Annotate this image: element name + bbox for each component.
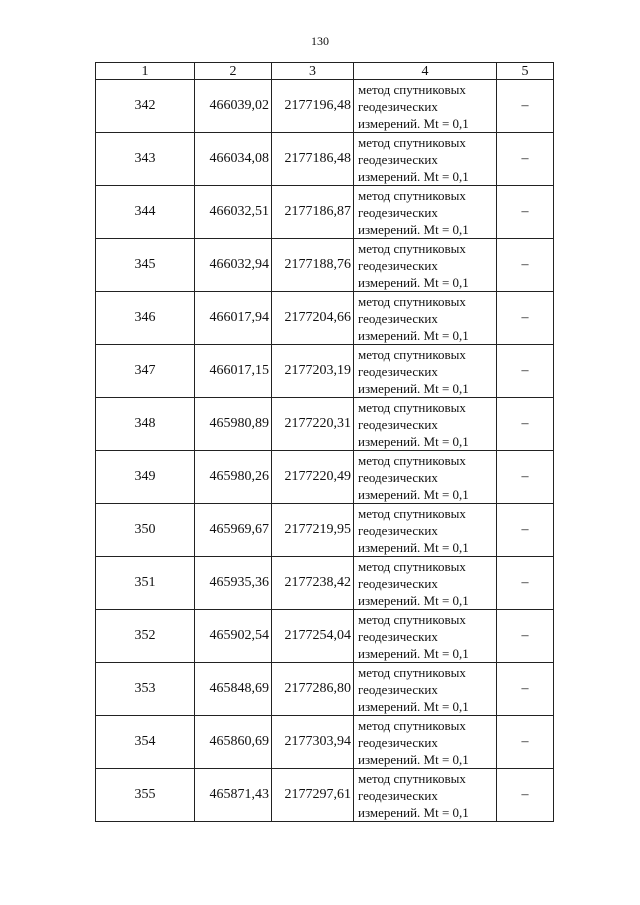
- point-number-cell: 349: [96, 451, 195, 504]
- x-coordinate-cell: 466039,02: [195, 80, 272, 133]
- y-coordinate-cell: 2177203,19: [272, 345, 354, 398]
- method-line: метод спутниковых: [358, 770, 466, 786]
- x-coordinate-cell: 466017,15: [195, 345, 272, 398]
- x-coordinate-cell: 465969,67: [195, 504, 272, 557]
- method-line: геодезических: [358, 575, 438, 591]
- y-coordinate-cell: 2177303,94: [272, 716, 354, 769]
- method-cell: [354, 451, 497, 504]
- method-line: метод спутниковых: [358, 717, 466, 733]
- y-coordinate-cell: 2177186,48: [272, 133, 354, 186]
- y-coordinate-cell: 2177297,61: [272, 769, 354, 822]
- point-number-cell: 348: [96, 398, 195, 451]
- method-line: метод спутниковых: [358, 399, 466, 415]
- y-coordinate-cell: 2177254,04: [272, 610, 354, 663]
- point-number-cell: 342: [96, 80, 195, 133]
- point-number-cell: 354: [96, 716, 195, 769]
- method-cell: [354, 398, 497, 451]
- note-cell: –: [497, 716, 554, 769]
- note-cell: –: [497, 610, 554, 663]
- method-cell: [354, 133, 497, 186]
- method-line: измерений. Mt = 0,1: [358, 645, 469, 661]
- note-cell: –: [497, 663, 554, 716]
- method-line: геодезических: [358, 734, 438, 750]
- method-line: измерений. Mt = 0,1: [358, 486, 469, 502]
- point-number-cell: 344: [96, 186, 195, 239]
- method-line: измерений. Mt = 0,1: [358, 539, 469, 555]
- x-coordinate-cell: 465980,89: [195, 398, 272, 451]
- method-line: геодезических: [358, 522, 438, 538]
- method-line: измерений. Mt = 0,1: [358, 804, 469, 820]
- y-coordinate-cell: 2177238,42: [272, 557, 354, 610]
- table-row: [96, 716, 554, 769]
- note-cell: –: [497, 398, 554, 451]
- table-row: [96, 557, 554, 610]
- y-coordinate-cell: 2177286,80: [272, 663, 354, 716]
- method-line: измерений. Mt = 0,1: [358, 221, 469, 237]
- point-number-cell: 347: [96, 345, 195, 398]
- table-row: [96, 504, 554, 557]
- x-coordinate-cell: 465871,43: [195, 769, 272, 822]
- note-cell: –: [497, 451, 554, 504]
- point-number-cell: 355: [96, 769, 195, 822]
- method-line: метод спутниковых: [358, 293, 466, 309]
- y-coordinate-cell: 2177196,48: [272, 80, 354, 133]
- x-coordinate-cell: 466034,08: [195, 133, 272, 186]
- method-line: метод спутниковых: [358, 240, 466, 256]
- column-header-x: 2: [195, 63, 272, 80]
- note-cell: –: [497, 769, 554, 822]
- method-line: измерений. Mt = 0,1: [358, 380, 469, 396]
- method-cell: [354, 663, 497, 716]
- point-number-cell: 346: [96, 292, 195, 345]
- method-line: геодезических: [358, 681, 438, 697]
- x-coordinate-cell: 466017,94: [195, 292, 272, 345]
- note-cell: –: [497, 186, 554, 239]
- method-line: геодезических: [358, 628, 438, 644]
- note-cell: –: [497, 292, 554, 345]
- method-line: метод спутниковых: [358, 664, 466, 680]
- method-line: измерений. Mt = 0,1: [358, 327, 469, 343]
- point-number-cell: 352: [96, 610, 195, 663]
- table-row: [96, 133, 554, 186]
- x-coordinate-cell: 465902,54: [195, 610, 272, 663]
- method-cell: [354, 769, 497, 822]
- table-row: [96, 610, 554, 663]
- method-line: измерений. Mt = 0,1: [358, 433, 469, 449]
- table-header-row: [96, 63, 554, 80]
- method-cell: [354, 80, 497, 133]
- y-coordinate-cell: 2177186,87: [272, 186, 354, 239]
- method-line: геодезических: [358, 257, 438, 273]
- method-cell: [354, 557, 497, 610]
- y-coordinate-cell: 2177220,31: [272, 398, 354, 451]
- point-number-cell: 343: [96, 133, 195, 186]
- note-cell: –: [497, 133, 554, 186]
- note-cell: –: [497, 504, 554, 557]
- x-coordinate-cell: 465848,69: [195, 663, 272, 716]
- method-cell: [354, 345, 497, 398]
- method-line: метод спутниковых: [358, 187, 466, 203]
- method-line: геодезических: [358, 151, 438, 167]
- method-cell: [354, 186, 497, 239]
- method-cell: [354, 610, 497, 663]
- method-line: геодезических: [358, 787, 438, 803]
- x-coordinate-cell: 465860,69: [195, 716, 272, 769]
- point-number-cell: 351: [96, 557, 195, 610]
- table-row: [96, 398, 554, 451]
- coordinates-table: [95, 62, 554, 822]
- method-line: геодезических: [358, 204, 438, 220]
- method-line: измерений. Mt = 0,1: [358, 115, 469, 131]
- table-row: [96, 80, 554, 133]
- method-cell: [354, 504, 497, 557]
- table-row: [96, 239, 554, 292]
- method-line: геодезических: [358, 416, 438, 432]
- method-line: измерений. Mt = 0,1: [358, 274, 469, 290]
- method-line: метод спутниковых: [358, 452, 466, 468]
- table-row: [96, 292, 554, 345]
- method-line: метод спутниковых: [358, 505, 466, 521]
- y-coordinate-cell: 2177220,49: [272, 451, 354, 504]
- method-line: геодезических: [358, 469, 438, 485]
- page-number: 130: [311, 34, 329, 48]
- column-header-method: 4: [354, 63, 497, 80]
- note-cell: –: [497, 239, 554, 292]
- point-number-cell: 345: [96, 239, 195, 292]
- method-line: измерений. Mt = 0,1: [358, 592, 469, 608]
- method-line: геодезических: [358, 310, 438, 326]
- x-coordinate-cell: 465935,36: [195, 557, 272, 610]
- x-coordinate-cell: 465980,26: [195, 451, 272, 504]
- method-line: метод спутниковых: [358, 346, 466, 362]
- method-cell: [354, 292, 497, 345]
- note-cell: –: [497, 345, 554, 398]
- note-cell: –: [497, 557, 554, 610]
- table-row: [96, 345, 554, 398]
- y-coordinate-cell: 2177204,66: [272, 292, 354, 345]
- column-header-note: 5: [497, 63, 554, 80]
- x-coordinate-cell: 466032,51: [195, 186, 272, 239]
- y-coordinate-cell: 2177188,76: [272, 239, 354, 292]
- column-header-number: 1: [96, 63, 195, 80]
- method-line: измерений. Mt = 0,1: [358, 168, 469, 184]
- y-coordinate-cell: 2177219,95: [272, 504, 354, 557]
- table-row: [96, 451, 554, 504]
- table-row: [96, 186, 554, 239]
- point-number-cell: 350: [96, 504, 195, 557]
- method-line: метод спутниковых: [358, 558, 466, 574]
- method-line: измерений. Mt = 0,1: [358, 698, 469, 714]
- table-row: [96, 663, 554, 716]
- method-cell: [354, 239, 497, 292]
- method-line: метод спутниковых: [358, 611, 466, 627]
- column-header-y: 3: [272, 63, 354, 80]
- table-row: [96, 769, 554, 822]
- method-cell: [354, 716, 497, 769]
- method-line: геодезических: [358, 363, 438, 379]
- method-line: метод спутниковых: [358, 134, 466, 150]
- x-coordinate-cell: 466032,94: [195, 239, 272, 292]
- note-cell: –: [497, 80, 554, 133]
- method-line: метод спутниковых: [358, 81, 466, 97]
- method-line: измерений. Mt = 0,1: [358, 751, 469, 767]
- method-line: геодезических: [358, 98, 438, 114]
- point-number-cell: 353: [96, 663, 195, 716]
